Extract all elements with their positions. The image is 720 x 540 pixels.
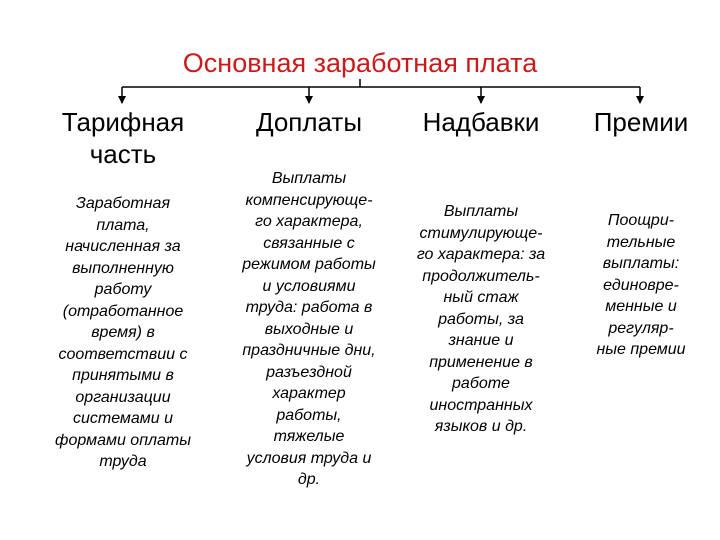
column-heading: Тарифная часть xyxy=(61,107,185,169)
column-description: Выплаты компенсирующе- го характера, связанные с режимом работы и условиями труда: работа в выходные и праздничные дни, разъездной характер работы, тяжелые условия труда и др. xyxy=(242,170,376,488)
column-heading: Надбавки xyxy=(422,107,540,137)
column-heading: Премии xyxy=(593,107,689,137)
column-heading: Доплаты xyxy=(255,107,363,137)
column-tarifnaya xyxy=(38,106,208,473)
column-nadbavki xyxy=(400,106,562,438)
column-description: Выплаты стимулирующе- го характера: за продолжитель- ный стаж работы, за знание и применение в работе иностранных языков и др. xyxy=(416,203,546,435)
column-description: Заработная плата, начисленная за выполненную работу (отработанное время) в соответствии с принятыми в организации системами и формами оплаты труда xyxy=(54,195,192,470)
column-premii xyxy=(580,106,702,361)
column-doplaty xyxy=(222,106,396,491)
column-description: Поощри- тельные выплаты: единовре- менные и регуляр- ные премии xyxy=(596,212,686,358)
diagram-title: Основная заработная плата xyxy=(182,48,538,78)
